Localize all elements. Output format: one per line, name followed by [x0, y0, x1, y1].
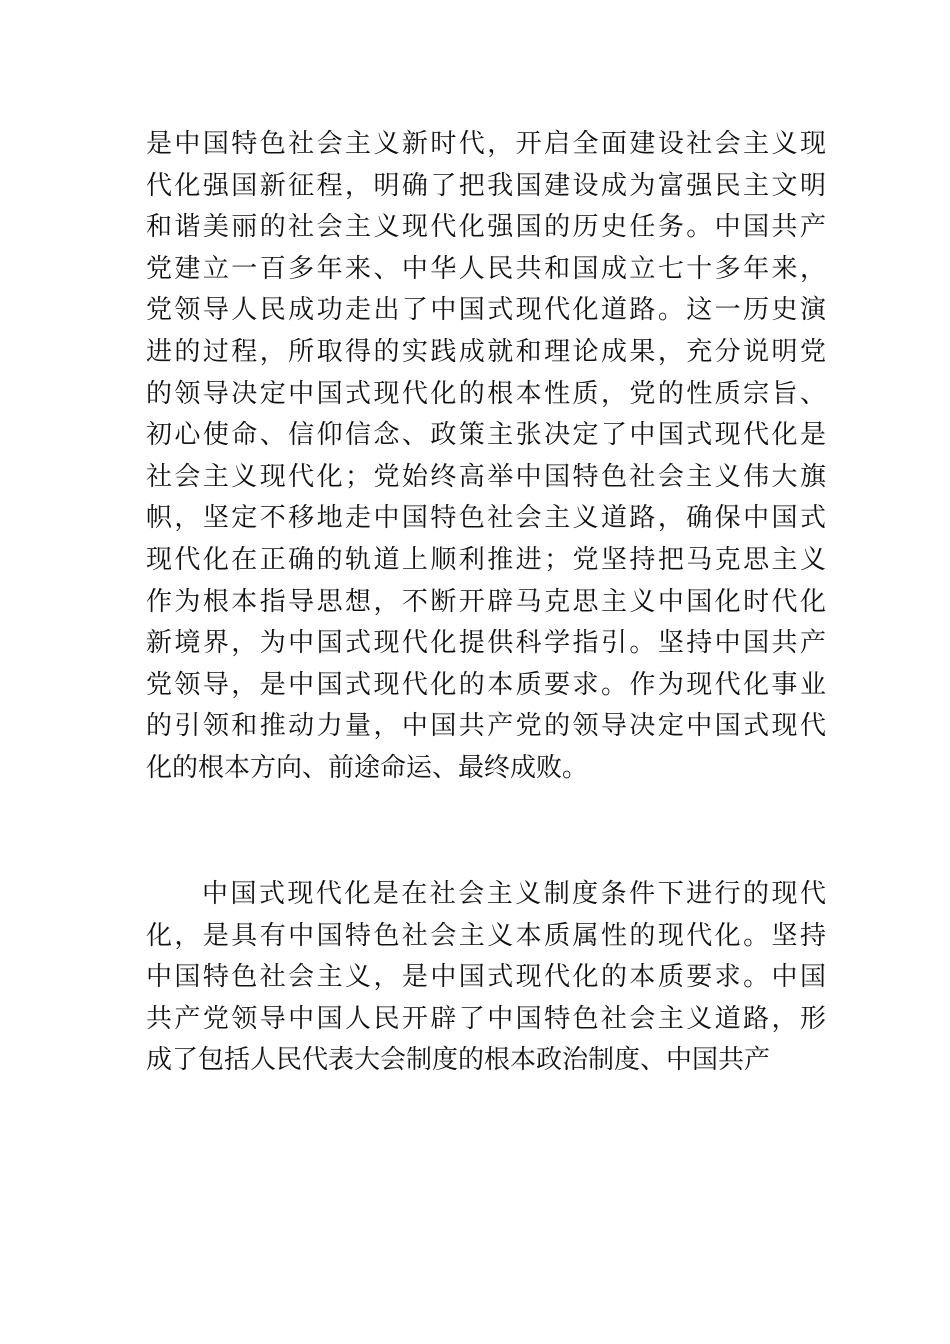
text-line: 的领导决定中国式现代化的根本性质，党的性质宗旨、: [146, 378, 826, 409]
text-line: 是中国特色社会主义新时代，开启全面建设社会主义现: [146, 129, 826, 159]
paragraph: [146, 124, 826, 790]
text-line: 现代化在正确的轨道上顺利推进；党坚持把马克思主义: [146, 544, 826, 575]
text-line: 代化强国新征程，明确了把我国建设成为富强民主文明: [146, 170, 826, 201]
text-line: 化，是具有中国特色社会主义本质属性的现代化。坚持: [146, 920, 826, 951]
text-line: 帜，坚定不移地走中国特色社会主义道路，确保中国式: [146, 503, 826, 534]
text-line: 党领导，是中国式现代化的本质要求。作为现代化事业: [146, 669, 826, 700]
text-line: 新境界，为中国式现代化提供科学指引。坚持中国共产: [146, 628, 826, 659]
text-line: 和谐美丽的社会主义现代化强国的历史任务。中国共产: [146, 212, 826, 243]
text-line: 成了包括人民代表大会制度的根本政治制度、中国共产: [146, 1045, 771, 1076]
text-line: 中国式现代化是在社会主义制度条件下进行的现代: [202, 879, 826, 909]
text-line: 化的根本方向、前途命运、最终成败。: [146, 752, 589, 783]
text-line: 的引领和推动力量，中国共产党的领导决定中国式现代: [146, 711, 826, 742]
text-line: 党建立一百多年来、中华人民共和国成立七十多年来，: [146, 253, 826, 284]
text-line: 党领导人民成功走出了中国式现代化道路。这一历史演: [146, 295, 826, 326]
text-line: 共产党领导中国人民开辟了中国特色社会主义道路，形: [146, 1003, 826, 1034]
text-line: 作为根本指导思想，不断开辟马克思主义中国化时代化: [146, 586, 826, 617]
paragraph: [146, 874, 826, 1082]
text-line: 进的过程，所取得的实践成就和理论成果，充分说明党: [146, 336, 826, 367]
text-line: 初心使命、信仰信念、政策主张决定了中国式现代化是: [146, 420, 826, 451]
text-line: 中国特色社会主义，是中国式现代化的本质要求。中国: [146, 962, 826, 993]
text-line: 社会主义现代化；党始终高举中国特色社会主义伟大旗: [146, 461, 826, 492]
